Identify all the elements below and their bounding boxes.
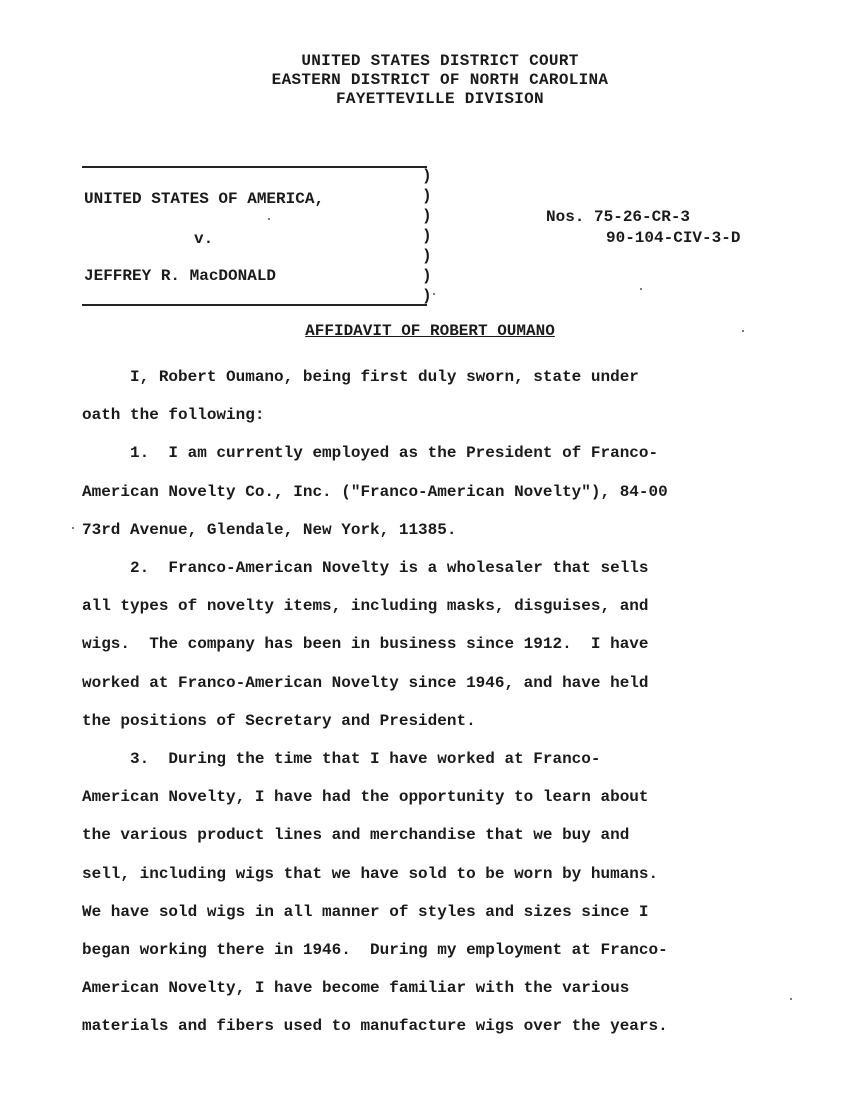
case-numbers-label: Nos.: [546, 208, 585, 226]
caption-bracket: ) ) ) ) ) ) ): [422, 167, 432, 305]
body-line: American Novelty, I have had the opportunity to learn about: [82, 788, 649, 807]
body-line: oath the following:: [82, 406, 265, 425]
body-line: 73rd Avenue, Glendale, New York, 11385.: [82, 520, 457, 539]
body-line: 3. During the time that I have worked at Franco-: [82, 750, 601, 769]
scan-speck: [640, 288, 642, 290]
body-line: I, Robert Oumano, being first duly sworn, state under: [82, 368, 639, 386]
scan-speck: [72, 527, 74, 529]
case-number-civil: 90-104-CIV-3-D: [606, 229, 741, 247]
body-line: the positions of Secretary and President.: [82, 711, 476, 730]
scan-speck: [742, 330, 744, 332]
body-line: 1. I am currently employed as the President of Franco-: [82, 444, 659, 463]
body-line: began working there in 1946. During my employment at Franco-: [82, 941, 668, 960]
scan-speck: [433, 293, 435, 295]
body-line: the various product lines and merchandise that we buy and: [82, 826, 630, 845]
body-line: We have sold wigs in all manner of styles and sizes since I: [82, 902, 649, 921]
versus-label: v.: [194, 230, 214, 248]
district-name: EASTERN DISTRICT OF NORTH CAROLINA: [271, 71, 609, 89]
document-title: [0, 322, 860, 340]
body-line: worked at Franco-American Novelty since 1946, and have held: [82, 673, 649, 692]
body-line: 2. Franco-American Novelty is a wholesaler that sells: [82, 559, 649, 578]
body-line: American Novelty, I have become familiar with the various: [82, 979, 630, 998]
court-header: [0, 52, 860, 109]
division-name: FAYETTEVILLE DIVISION: [336, 90, 544, 108]
plaintiff-name: UNITED STATES OF AMERICA,: [84, 190, 325, 208]
defendant-name: JEFFREY R. MacDONALD: [84, 267, 277, 285]
affidavit-title: AFFIDAVIT OF ROBERT OUMANO: [305, 322, 555, 340]
body-line: American Novelty Co., Inc. ("Franco-American Novelty"), 84-00: [82, 482, 668, 501]
court-name: UNITED STATES DISTRICT COURT: [301, 52, 579, 70]
scan-speck: [268, 218, 270, 220]
case-number-criminal: 75-26-CR-3: [594, 208, 691, 226]
scan-speck: [790, 998, 792, 1000]
body-line: materials and fibers used to manufacture wigs over the years.: [82, 1017, 668, 1036]
affidavit-body: [82, 358, 782, 1046]
case-numbers: [546, 207, 740, 249]
body-line: sell, including wigs that we have sold to be worn by humans.: [82, 864, 659, 883]
case-caption: [82, 166, 427, 306]
body-line: wigs. The company has been in business since 1912. I have: [82, 635, 649, 654]
body-line: all types of novelty items, including masks, disguises, and: [82, 597, 649, 616]
